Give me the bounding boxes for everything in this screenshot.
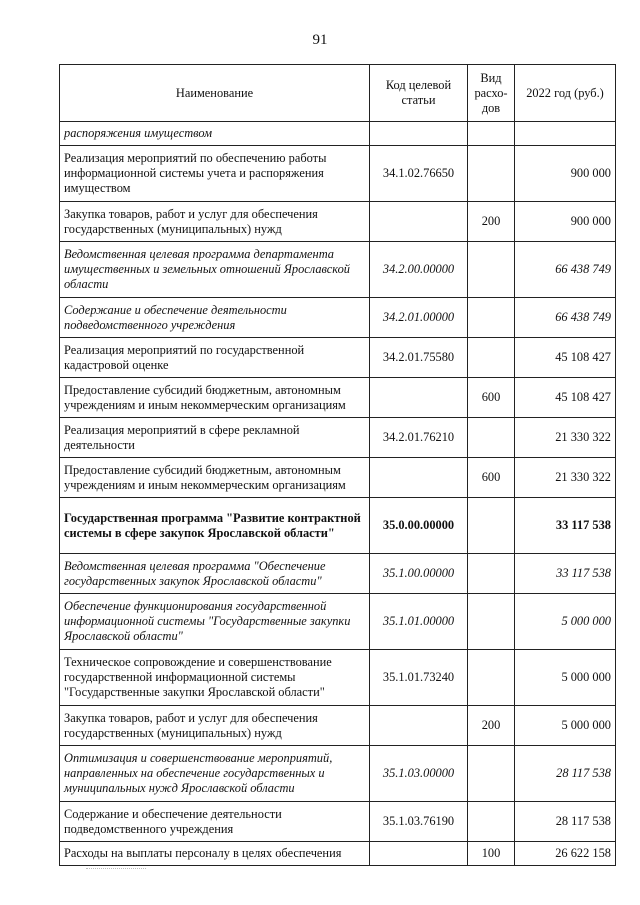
- cell-code: 35.1.03.76190: [370, 802, 468, 842]
- cell-expense-type: [468, 554, 515, 594]
- cell-amount: 5 000 000: [515, 650, 616, 706]
- cell-amount: 45 108 427: [515, 378, 616, 418]
- cell-name: Обеспечение функционирования государственной информационной системы "Государственные закупки Ярославской области": [60, 594, 370, 650]
- cell-amount: 26 622 158: [515, 842, 616, 866]
- cell-expense-type: [468, 298, 515, 338]
- cell-code: 35.1.00.00000: [370, 554, 468, 594]
- cell-name: Техническое сопровождение и совершенствование государственной информационной системы "Государственные закупки Ярославской области": [60, 650, 370, 706]
- cell-code: 34.2.01.75580: [370, 338, 468, 378]
- table-row: [60, 498, 616, 554]
- cell-code: 35.1.03.00000: [370, 746, 468, 802]
- cell-code: 34.1.02.76650: [370, 146, 468, 202]
- cell-expense-type: [468, 122, 515, 146]
- cell-name: Реализация мероприятий по государственной кадастровой оценке: [60, 338, 370, 378]
- cell-name: Содержание и обеспечение деятельности подведомственного учреждения: [60, 802, 370, 842]
- cell-amount: 28 117 538: [515, 746, 616, 802]
- table-row: [60, 746, 616, 802]
- cell-code: [370, 706, 468, 746]
- table-row: [60, 202, 616, 242]
- cell-code: 34.2.01.00000: [370, 298, 468, 338]
- header-amount: 2022 год (руб.): [515, 65, 616, 122]
- table-row: [60, 802, 616, 842]
- cell-amount: 33 117 538: [515, 498, 616, 554]
- table-row: [60, 706, 616, 746]
- cell-expense-type: [468, 498, 515, 554]
- table-row: [60, 418, 616, 458]
- page-number: 91: [312, 32, 328, 48]
- cell-expense-type: 600: [468, 458, 515, 498]
- header-expense-type: Вид расхо-дов: [468, 65, 515, 122]
- cell-amount: 900 000: [515, 202, 616, 242]
- cell-amount: 28 117 538: [515, 802, 616, 842]
- header-code: Код целевой статьи: [370, 65, 468, 122]
- cell-name: Оптимизация и совершенствование мероприятий, направленных на обеспечение государственных и муниципальных нужд Ярославской области: [60, 746, 370, 802]
- cell-code: [370, 122, 468, 146]
- cell-code: 35.1.01.00000: [370, 594, 468, 650]
- table-row: [60, 842, 616, 866]
- cell-name: Содержание и обеспечение деятельности подведомственного учреждения: [60, 298, 370, 338]
- cell-amount: 66 438 749: [515, 242, 616, 298]
- cell-code: [370, 842, 468, 866]
- cell-name: Реализация мероприятий в сфере рекламной деятельности: [60, 418, 370, 458]
- cell-name: Закупка товаров, работ и услуг для обеспечения государственных (муниципальных) нужд: [60, 202, 370, 242]
- cell-code: [370, 202, 468, 242]
- table-row: [60, 242, 616, 298]
- cell-code: 35.1.01.73240: [370, 650, 468, 706]
- cell-name: Предоставление субсидий бюджетным, автономным учреждениям и иным некоммерческим организациям: [60, 378, 370, 418]
- cell-amount: 66 438 749: [515, 298, 616, 338]
- cell-expense-type: 200: [468, 202, 515, 242]
- cell-code: 34.2.01.76210: [370, 418, 468, 458]
- cell-code: [370, 378, 468, 418]
- cell-expense-type: 200: [468, 706, 515, 746]
- cell-name: распоряжения имуществом: [60, 122, 370, 146]
- cell-expense-type: [468, 146, 515, 202]
- cell-amount: 900 000: [515, 146, 616, 202]
- cell-name: Закупка товаров, работ и услуг для обеспечения государственных (муниципальных) нужд: [60, 706, 370, 746]
- cell-code: [370, 458, 468, 498]
- cell-expense-type: [468, 746, 515, 802]
- cell-name: Предоставление субсидий бюджетным, автономным учреждениям и иным некоммерческим организациям: [60, 458, 370, 498]
- table-row: [60, 378, 616, 418]
- table-row: [60, 146, 616, 202]
- cell-name: Ведомственная целевая программа "Обеспечение государственных закупок Ярославской области": [60, 554, 370, 594]
- table-row: [60, 122, 616, 146]
- cell-amount: [515, 122, 616, 146]
- cell-expense-type: [468, 242, 515, 298]
- table-body: [60, 122, 616, 866]
- cell-expense-type: 100: [468, 842, 515, 866]
- cell-amount: 5 000 000: [515, 594, 616, 650]
- header-name: Наименование: [60, 65, 370, 122]
- cell-code: 34.2.00.00000: [370, 242, 468, 298]
- table-row: [60, 650, 616, 706]
- cell-expense-type: [468, 418, 515, 458]
- table-row: [60, 458, 616, 498]
- table-row: [60, 554, 616, 594]
- cell-amount: 33 117 538: [515, 554, 616, 594]
- cell-name: Ведомственная целевая программа департамента имущественных и земельных отношений Ярославской области: [60, 242, 370, 298]
- cell-expense-type: [468, 650, 515, 706]
- budget-table: [59, 64, 616, 866]
- cell-amount: 21 330 322: [515, 418, 616, 458]
- cell-expense-type: [468, 594, 515, 650]
- scan-artifact: [86, 868, 146, 869]
- table-header-row: [60, 65, 616, 122]
- cell-name: Государственная программа "Развитие контрактной системы в сфере закупок Ярославской области": [60, 498, 370, 554]
- cell-amount: 21 330 322: [515, 458, 616, 498]
- table-row: [60, 594, 616, 650]
- cell-code: 35.0.00.00000: [370, 498, 468, 554]
- cell-amount: 45 108 427: [515, 338, 616, 378]
- cell-expense-type: 600: [468, 378, 515, 418]
- cell-expense-type: [468, 802, 515, 842]
- cell-amount: 5 000 000: [515, 706, 616, 746]
- cell-expense-type: [468, 338, 515, 378]
- table-row: [60, 338, 616, 378]
- cell-name: Расходы на выплаты персоналу в целях обеспечения: [60, 842, 370, 866]
- cell-name: Реализация мероприятий по обеспечению работы информационной системы учета и распоряжения имуществом: [60, 146, 370, 202]
- table-row: [60, 298, 616, 338]
